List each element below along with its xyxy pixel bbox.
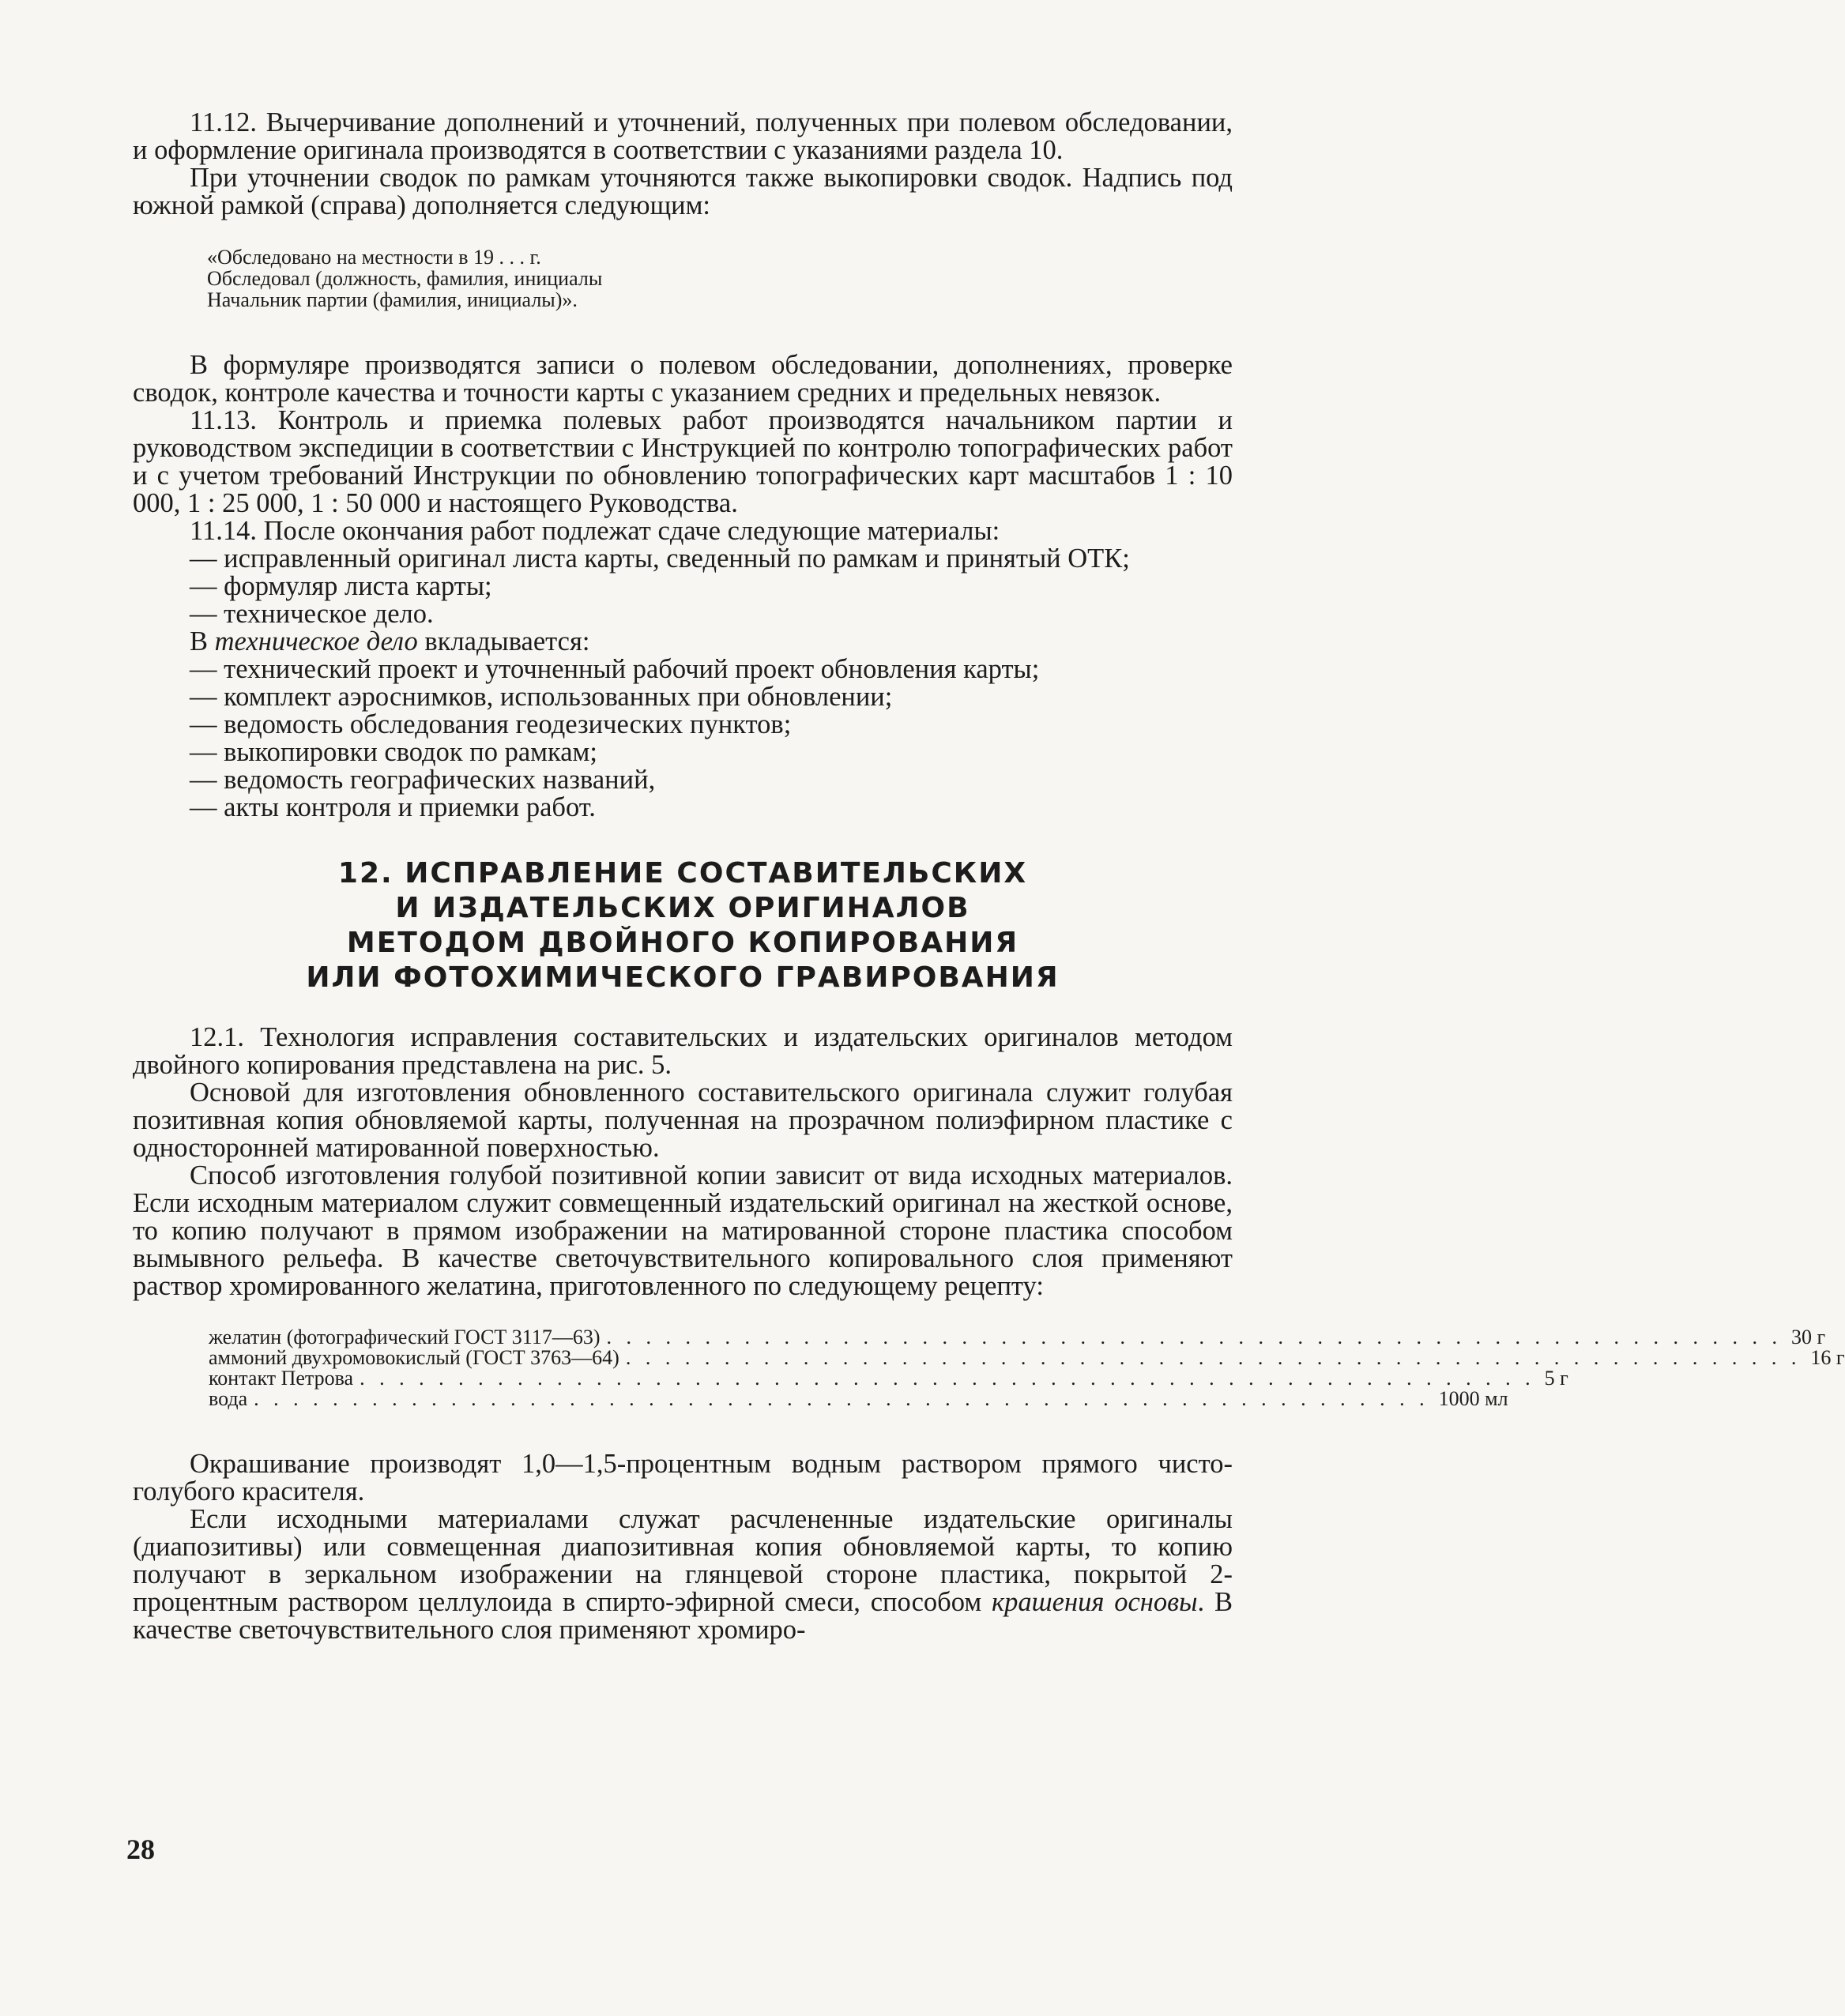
section-heading bbox=[133, 856, 1233, 995]
paragraph-tech-case-intro: В техническое дело вкладывается: bbox=[190, 626, 590, 656]
leader-dots: . . . . . . . . . . . . . . . . . . . . . . . . . . . . . . . . . . . . . . . . . . . . . . . . . . . . . . . . . . . . bbox=[254, 1387, 1429, 1410]
heading-line: ИЛИ ФОТОХИМИЧЕСКОГО ГРАВИРОВАНИЯ bbox=[306, 961, 1060, 994]
recipe-ingredient: вода bbox=[209, 1387, 248, 1410]
note-line: Начальник партии (фамилия, инициалы)». bbox=[207, 288, 578, 311]
paragraph-11-14: 11.14. После окончания работ подлежат сдаче следующие материалы: bbox=[190, 516, 1000, 546]
emphasis-tech-case: техническое дело bbox=[214, 626, 418, 656]
leader-dots: . . . . . . . . . . . . . . . . . . . . . . . . . . . . . . . . . . . . . . . . . . . . . . . . . . . . . . . . . . . . bbox=[606, 1326, 1782, 1348]
heading-line: МЕТОДОМ ДВОЙНОГО КОПИРОВАНИЯ bbox=[346, 927, 1019, 959]
inscription-note bbox=[207, 246, 1233, 310]
recipe-ingredient: желатин (фотографический ГОСТ 3117—63) bbox=[209, 1326, 601, 1348]
list-item-tech-case: — технический проект и уточненный рабочий проект обновления карты; bbox=[190, 654, 1040, 684]
paragraph-formular: В формуляре производятся записи о полевом обследовании, дополнениях, проверке сводок, контроле качества и точности карты с указанием средних и предельных невязок. bbox=[133, 350, 1233, 408]
recipe-ingredient: контакт Петрова bbox=[209, 1367, 354, 1390]
list-item-tech-case: — комплект аэроснимков, использованных при обновлении; bbox=[190, 682, 893, 712]
paragraph-dyeing: Окрашивание производят 1,0—1,5-процентным водным раствором прямого чисто-голубого красителя. bbox=[133, 1449, 1233, 1506]
recipe-quantity: 5 г bbox=[1544, 1367, 1568, 1390]
list-item-tech-case: — ведомость географических названий, bbox=[190, 765, 656, 795]
list-item-tech-case: — акты контроля и приемки работ. bbox=[190, 792, 596, 822]
heading-line: 12. ИСПРАВЛЕНИЕ СОСТАВИТЕЛЬСКИХ bbox=[337, 857, 1028, 890]
note-line: «Обследовано на местности в 19 . . . г. bbox=[207, 246, 541, 269]
document-page bbox=[133, 107, 1845, 1645]
list-item-material: — исправленный оригинал листа карты, сведенный по рамкам и принятый ОТК; bbox=[190, 543, 1130, 574]
emphasis-base-dyeing: крашения основы bbox=[992, 1587, 1198, 1617]
list-item-tech-case: — ведомость обследования геодезических пунктов; bbox=[190, 709, 792, 739]
recipe-quantity: 1000 мл bbox=[1438, 1387, 1508, 1410]
list-item-material: — формуляр листа карты; bbox=[190, 571, 492, 601]
leader-dots: . . . . . . . . . . . . . . . . . . . . . . . . . . . . . . . . . . . . . . . . . . . . . . . . . . . . . . . . . . . . bbox=[625, 1346, 1802, 1369]
paragraph-11-12: 11.12. Вычерчивание дополнений и уточнений, полученных при полевом обследовании, и оформление оригинала производятся в соответствии с указаниями раздела 10. bbox=[133, 107, 1233, 165]
recipe-quantity: 30 г bbox=[1791, 1326, 1826, 1348]
heading-line: И ИЗДАТЕЛЬСКИХ ОРИГИНАЛОВ bbox=[395, 892, 970, 924]
recipe-row bbox=[209, 1326, 1826, 1348]
list-item-material: — техническое дело. bbox=[190, 599, 434, 629]
recipe-row bbox=[209, 1367, 1568, 1390]
list-item-tech-case: — выкопировки сводок по рамкам; bbox=[190, 737, 597, 767]
recipe-ingredient: аммоний двухромовокислый (ГОСТ 3763—64) bbox=[209, 1346, 619, 1369]
page-number: 28 bbox=[126, 1834, 155, 1865]
paragraph-11-13: 11.13. Контроль и приемка полевых работ производятся начальником партии и руководством экспедиции в соответствии с Инструкцией по контролю топографических работ и с учетом требований Инструкции по обновлению топографических карт масштабов 1 : 10 000, 1 : 25 000, 1 : 50 000 и настоящего Руководства. bbox=[133, 405, 1233, 518]
recipe-row bbox=[209, 1387, 1508, 1410]
leader-dots: . . . . . . . . . . . . . . . . . . . . . . . . . . . . . . . . . . . . . . . . . . . . . . . . . . . . . . . . . . . . bbox=[360, 1367, 1535, 1390]
paragraph-basis: Основой для изготовления обновленного составительского оригинала служит голубая позитивная копия обновляемой карты, полученная на прозрачном полиэфирном пластике с односторонней матированной поверхностью. bbox=[133, 1078, 1233, 1163]
note-line: Обследовал (должность, фамилия, инициалы bbox=[207, 267, 603, 290]
recipe-list bbox=[209, 1326, 1845, 1410]
paragraph-mirror-copy: Если исходными материалами служат расчлененные издательские оригиналы (диапозитивы) или совмещенная диапозитивная копия обновляемой карты, то копию получают в зеркальном изображении на глянцевой стороне пластика, покрытой 2-процентным раствором целлулоида в спирто-эфирной смеси, способом крашения основы. В качестве светочувствительного слоя применяют хромиро- bbox=[133, 1504, 1233, 1645]
paragraph-method: Способ изготовления голубой позитивной копии зависит от вида исходных материалов. Если исходным материалом служит совмещенный издательский оригинал на жесткой основе, то копию получают в прямом изображении на матированной стороне пластика способом вымывного рельефа. В качестве светочувствительного копировального слоя применяют раствор хромированного желатина, приготовленного по следующему рецепту: bbox=[133, 1160, 1233, 1301]
paragraph-12-1: 12.1. Технология исправления составительских и издательских оригиналов методом двойного копирования представлена на рис. 5. bbox=[133, 1022, 1233, 1080]
recipe-row bbox=[209, 1346, 1845, 1369]
recipe-quantity: 16 г bbox=[1810, 1346, 1845, 1369]
paragraph-frame-summaries: При уточнении сводок по рамкам уточняются также выкопировки сводок. Надпись под южной рамкой (справа) дополняется следующим: bbox=[133, 163, 1233, 220]
